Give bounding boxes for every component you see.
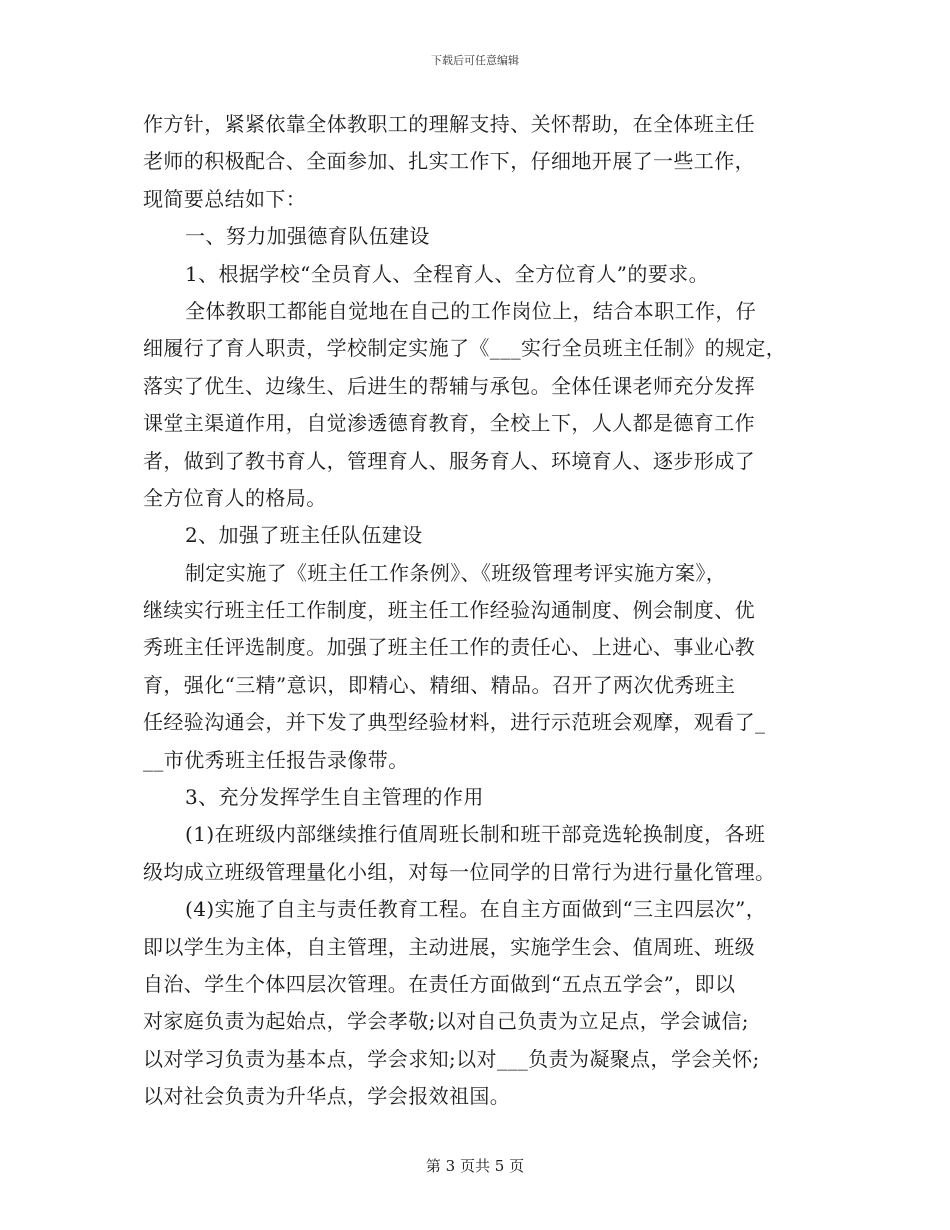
text-line: 1、根据学校“全员育人、全程育人、全方位育人”的要求。 [185, 261, 709, 286]
text-line: 秀班主任评选制度。加强了班主任工作的责任心、上进心、事业心教 [143, 635, 755, 660]
text-line: 即以学生为主体，自主管理，主动进展，实施学生会、值周班、班级 [143, 934, 755, 959]
text-line: (4)实施了自主与责任教育工程。在自主方面做到“三主四层次”， [185, 897, 767, 922]
text-line: 自治、学生个体四层次管理。在责任方面做到“五点五学会”，即以 [143, 971, 736, 996]
text-line: 对家庭负责为起始点，学会孝敬;以对自己负责为立足点，学会诚信; [143, 1009, 749, 1034]
text-line: 制定实施了《班主任工作条例》、《班级管理考评实施方案》， [185, 560, 727, 585]
text-line: 全方位育人的格局。 [143, 485, 327, 510]
text-line: 继续实行班主任工作制度，班主任工作经验沟通制度、例会制度、优 [143, 598, 755, 623]
text-line: __市优秀班主任报告录像带。 [143, 747, 409, 772]
document-body [143, 106, 823, 1116]
page-header: 下载后可任意编辑 [431, 54, 519, 67]
text-line: 育，强化“三精”意识，即精心、精细、精品。召开了两次优秀班主 [143, 672, 736, 697]
text-line: 2、加强了班主任队伍建设 [185, 523, 423, 548]
text-line: 3、充分发挥学生自主管理的作用 [185, 785, 484, 810]
text-line: 课堂主渠道作用，自觉渗透德育教育，全校上下，人人都是德育工作 [143, 411, 755, 436]
text-line: 老师的积极配合、全面参加、扎实工作下，仔细地开展了一些工作， [143, 149, 755, 174]
text-line: 落实了优生、边缘生、后进生的帮辅与承包。全体任课老师充分发挥 [143, 373, 755, 398]
page-footer: 第 3 页共 5 页 [425, 1157, 525, 1175]
text-line: 作方针，紧紧依靠全体教职工的理解支持、关怀帮助，在全体班主任 [143, 112, 755, 136]
text-line: 一、努力加强德育队伍建设 [185, 224, 430, 249]
text-line: 细履行了育人职责，学校制定实施了《___实行全员班主任制》的规定， [143, 336, 787, 361]
text-line: 以对学习负责为基本点，学会求知;以对___负责为凝聚点，学会关怀; [143, 1046, 760, 1071]
text-line: 现简要总结如下： [143, 186, 307, 211]
text-line: (1)在班级内部继续推行值周班长制和班干部竞选轮换制度，各班 [185, 822, 766, 847]
text-line: 任经验沟通会，并下发了典型经验材料，进行示范班会观摩，观看了_ [143, 710, 766, 735]
text-line: 全体教职工都能自觉地在自己的工作岗位上，结合本职工作，仔 [185, 298, 757, 323]
text-line: 者，做到了教书育人，管理育人、服务育人、环境育人、逐步形成了 [143, 448, 755, 473]
text-line: 以对社会负责为升华点，学会报效祖国。 [143, 1084, 511, 1109]
text-line: 级均成立班级管理量化小组，对每一位同学的日常行为进行量化管理。 [143, 859, 776, 884]
